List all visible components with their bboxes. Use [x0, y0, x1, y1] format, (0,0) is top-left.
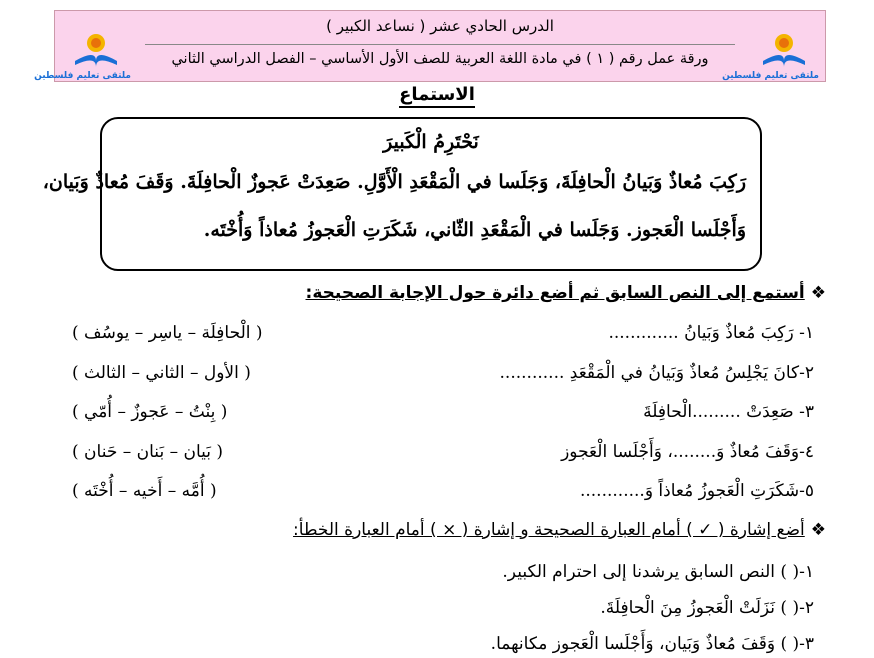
worksheet-header — [34, 10, 826, 82]
book-globe-icon — [749, 31, 819, 69]
question-1-item-stem: ٣- صَعِدَتْ .........الْحافِلَةَ — [643, 402, 814, 422]
logo-caption: ملتقى تعليم فلسطين — [34, 71, 131, 81]
question-1-heading: ❖أستمع إلى النص السابق ثم أضع دائرة حول الإجابة الصحيحة: — [305, 283, 826, 303]
question-1-item-stem: ١- رَكِبَ مُعاذٌ وَبَيانُ ............. — [608, 323, 814, 343]
question-1-item-choices: ( الأول – الثاني – الثالث ) — [72, 363, 251, 383]
question-1-item-stem: ٢-كانَ يَجْلِسُ مُعاذٌ وَبَيانُ في الْمَقْعَدِ ............ — [499, 363, 814, 383]
header-divider — [145, 44, 735, 45]
diamond-bullet-icon: ❖ — [810, 520, 826, 540]
question-2-item: ٢-( ) نَزَلَتْ الْعَجوزُ مِنَ الْحافِلَةَ. — [600, 598, 814, 618]
question-1-item-choices: ( بِنْتُ – عَجوزٌ – أُمّي ) — [72, 402, 228, 422]
section-title: الاستماع — [0, 84, 874, 105]
question-1-item-stem: ٤-وَقَفَ مُعاذٌ وَ........، وَأَجْلَسا الْعَجوز — [561, 442, 814, 462]
question-2-item: ١-( ) النص السابق يرشدنا إلى احترام الكبير. — [502, 562, 814, 582]
school-logo-left — [34, 31, 131, 81]
logo-caption: ملتقى تعليم فلسطين — [722, 71, 819, 81]
question-2-heading: ❖أضع إشارة ( ✓ ) أمام العبارة الصحيحة و إشارة ( × ) أمام العبارة الخطأ: — [293, 520, 826, 540]
question-1-item-choices: ( أُمَّه – أَخيه – أُخْتَه ) — [72, 481, 217, 501]
book-globe-icon — [61, 31, 131, 69]
story-line: وَأَجْلَسا الْعَجوز. وَجَلَسا في الْمَقْعَدِ الثّاني، شَكَرَتِ الْعَجوزُ مُعاذاً وَأُخْتَه. — [203, 219, 746, 241]
question-1-item-stem: ٥-شَكَرَتِ الْعَجوزُ مُعاذاً وَ............ — [579, 481, 814, 501]
story-box — [42, 117, 762, 271]
lesson-title: الدرس الحادي عشر ( نساعد الكبير ) — [326, 17, 554, 35]
question-1-item-choices: ( الْحافِلَة – ياسِر – يوسُف ) — [72, 323, 263, 343]
question-1-item-choices: ( بَيان – بَنان – حَنان ) — [72, 442, 224, 462]
worksheet-subtitle: ورقة عمل رقم ( ١ ) في مادة اللغة العربية للصف الأول الأساسي – الفصل الدراسي الثاني — [171, 51, 709, 67]
question-2-item: ٣-( ) وَقَفَ مُعاذٌ وَبَيان، وَأَجْلَسا الْعَجوز مكانهما. — [490, 634, 814, 654]
story-line: رَكِبَ مُعاذٌ وَبَيانُ الْحافِلَةَ، وَجَلَسا في الْمَقْعَدِ الْأَوَّلِ. صَعِدَتْ عَجوزٌ الْحافِلَةَ. وَقَفَ مُعاذٌ وَبَيان، — [42, 171, 746, 193]
school-logo-right — [722, 31, 819, 81]
diamond-bullet-icon: ❖ — [810, 283, 826, 303]
story-title: نَحْتَرِمُ الْكَبيرَ — [383, 131, 479, 153]
